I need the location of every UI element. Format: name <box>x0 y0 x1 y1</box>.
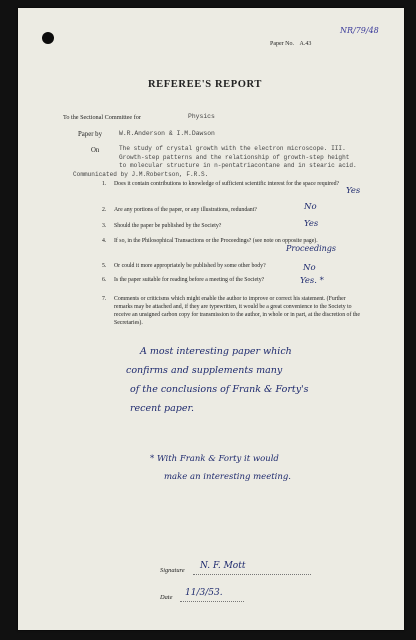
question-number: 1. <box>102 181 107 187</box>
question-6 <box>102 277 364 285</box>
question-number: 5. <box>102 263 107 269</box>
paper-number <box>270 41 311 47</box>
paper-number-value: A.43 <box>299 41 312 47</box>
date-value: 11/3/53. <box>185 588 223 598</box>
communicated-by: Communicated by J.M.Robertson, F.R.S. <box>73 170 209 178</box>
question-3 <box>102 223 364 231</box>
paper-number-label: Paper No. <box>270 41 294 47</box>
comment-line: of the conclusions of Frank & Forty's <box>130 384 309 395</box>
question-text: Should the paper be published by the Society? <box>114 223 222 229</box>
committee-value: Physics <box>188 113 215 120</box>
on-label: On <box>91 147 100 154</box>
answer-4: Proceedings <box>286 244 337 253</box>
archive-reference: NR/79/48 <box>340 26 379 35</box>
question-text: Or could it more appropriately be published by some other body? <box>114 263 266 269</box>
question-5 <box>102 263 364 271</box>
date-line <box>180 601 244 602</box>
signature-line <box>193 574 311 575</box>
date-label: Date <box>160 594 173 601</box>
paper-by-label: Paper by <box>78 131 102 138</box>
question-number: 7. <box>102 296 107 302</box>
paper-title-line: Growth-step patterns and the relationship of growth-step height <box>119 153 350 161</box>
question-7 <box>102 296 364 328</box>
signature-label: Signature <box>160 567 185 574</box>
answer-3: Yes <box>304 219 319 229</box>
question-1 <box>102 181 364 189</box>
report-sheet <box>18 8 404 630</box>
answer-1: Yes <box>346 186 361 196</box>
paper-title-line: to molecular structure in n-pentatriacontane and in stearic acid. <box>119 162 357 169</box>
footnote-line: * With Frank & Forty it would <box>150 454 279 464</box>
question-text: Is the paper suitable for reading before a meeting of the Society? <box>114 277 265 283</box>
answer-5: No <box>303 263 316 273</box>
question-text: Does it contain contributions to knowledge of sufficient scientific interest for the space required? <box>114 181 340 187</box>
question-number: 4. <box>102 238 107 244</box>
comment-line: confirms and supplements many <box>126 365 283 376</box>
punch-hole <box>42 32 54 44</box>
answer-6: Yes. * <box>300 276 324 286</box>
signature-value: N. F. Mott <box>200 561 246 571</box>
comment-line: A most interesting paper which <box>140 346 292 357</box>
committee-label: To the Sectional Committee for <box>63 114 141 121</box>
footnote-line: make an interesting meeting. <box>164 472 291 482</box>
paper-title-line: The study of crystal growth with the electron microscope. III. <box>119 145 346 152</box>
paper-by-value: W.R.Anderson & I.M.Dawson <box>119 130 215 137</box>
question-text: If so, in the Philosophical Transactions or the Proceedings? (see note on opposite page). <box>114 238 318 244</box>
report-title: REFEREE'S REPORT <box>148 79 262 90</box>
question-text: Are any portions of the paper, or any illustrations, redundant? <box>114 207 257 213</box>
comment-line: recent paper. <box>130 403 195 414</box>
question-number: 6. <box>102 277 107 283</box>
question-2 <box>102 207 364 215</box>
answer-2: No <box>304 202 317 212</box>
question-number: 2. <box>102 207 107 213</box>
question-text: Comments or criticisms which might enable the author to improve or correct his statement. (Further remarks may be attached and, if they are typewritten, it would be a great convenience to the Society to receive an unsigned carbon copy for transmission to the author, in whole or in part, at the discretion of the Secretaries). <box>114 296 360 326</box>
question-number: 3. <box>102 223 107 229</box>
